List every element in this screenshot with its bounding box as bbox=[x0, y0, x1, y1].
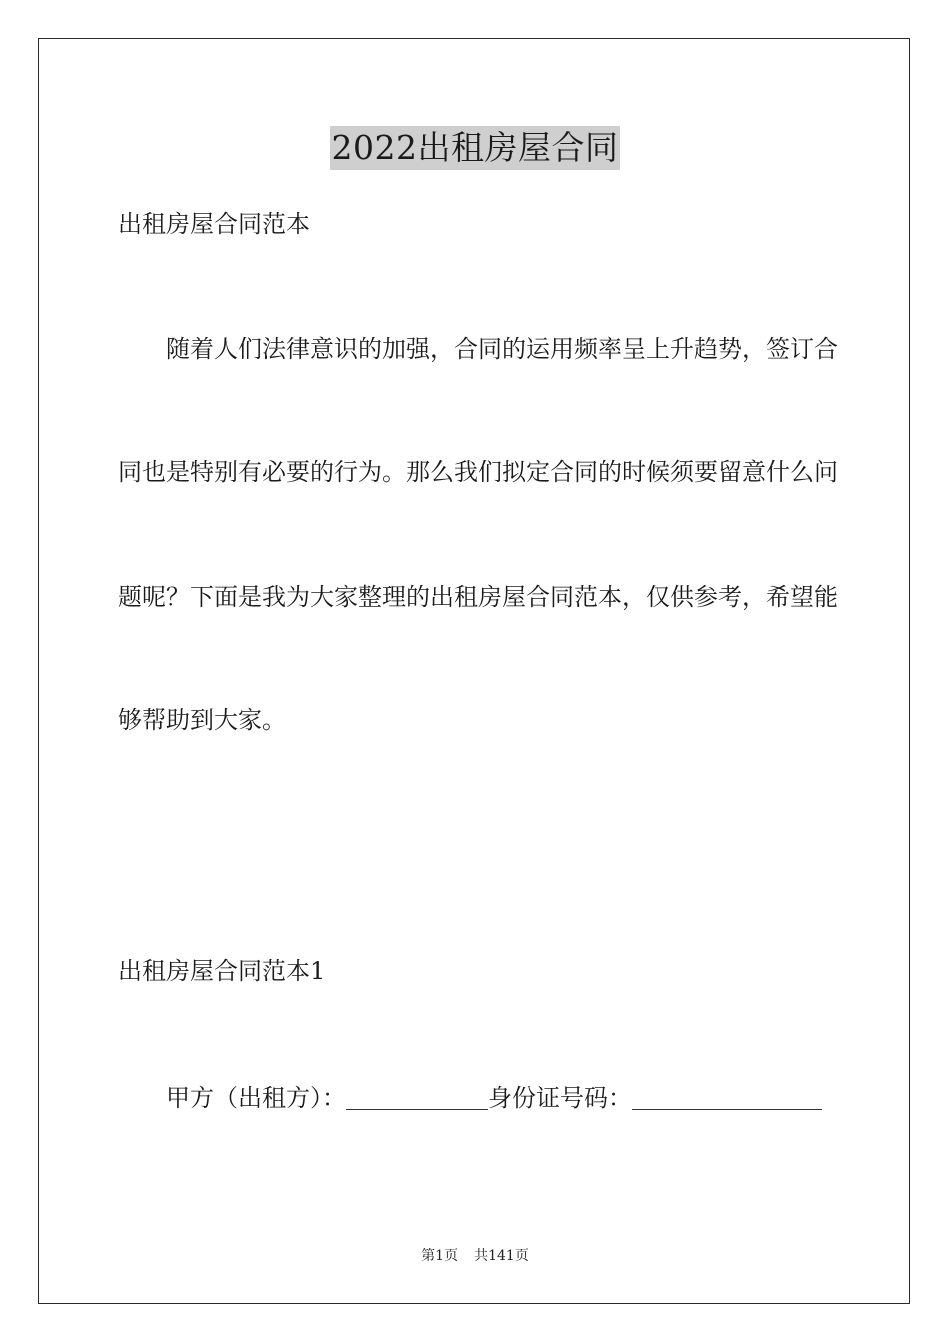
party-a-line bbox=[166, 1082, 822, 1114]
intro-line-1: 随着人们法律意识的加强，合同的运用频率呈上升趋势，签订合 bbox=[166, 335, 838, 363]
intro-line-2: 同也是特别有必要的行为。那么我们拟定合同的时候须要留意什么问 bbox=[118, 458, 838, 486]
intro-line-3: 题呢？下面是我为大家整理的出租房屋合同范本，仅供参考，希望能 bbox=[118, 583, 838, 611]
section-heading: 出租房屋合同范本1 bbox=[118, 957, 326, 985]
intro-line-4: 够帮助到大家。 bbox=[118, 706, 286, 734]
page-footer bbox=[0, 1247, 950, 1265]
page-current: 第1页 bbox=[421, 1248, 459, 1264]
title-container bbox=[0, 126, 950, 170]
page-total: 共141页 bbox=[474, 1248, 529, 1264]
document-title: 2022出租房屋合同 bbox=[330, 126, 621, 170]
id-number-label: 身份证号码： bbox=[488, 1084, 632, 1112]
party-a-label: 甲方（出租方）： bbox=[166, 1084, 346, 1112]
id-number-blank bbox=[632, 1083, 822, 1110]
subtitle: 出租房屋合同范本 bbox=[118, 210, 310, 238]
party-a-blank bbox=[346, 1083, 488, 1110]
